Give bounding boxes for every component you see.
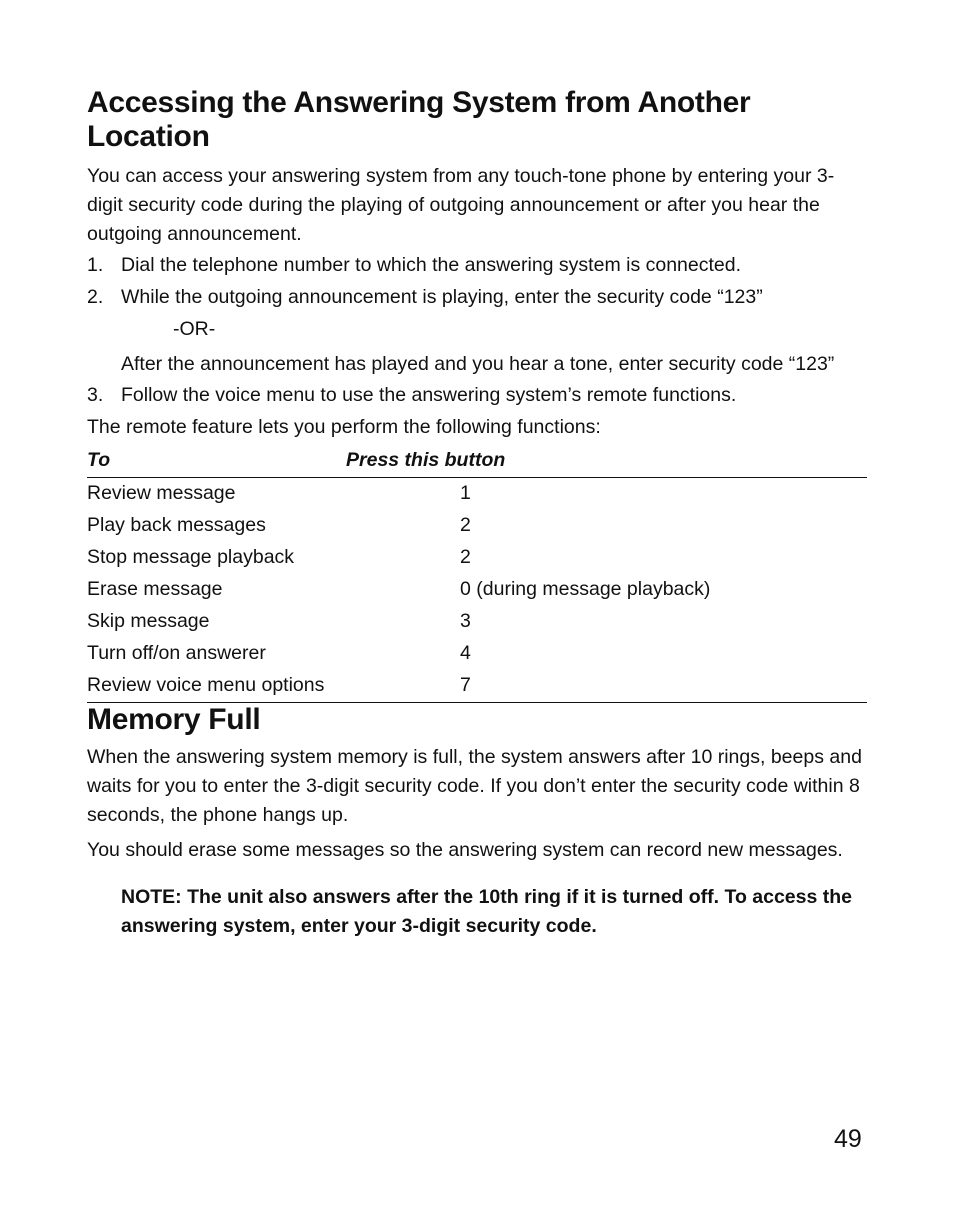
table-cell-function: Turn off/on answerer <box>87 642 266 664</box>
table-row <box>87 542 867 574</box>
table-cell-function: Erase message <box>87 578 223 600</box>
table-cell-button: 7 <box>460 670 867 703</box>
remote-functions-table <box>87 445 867 703</box>
table-cell-button: 0 (during message playback) <box>460 578 711 600</box>
step-text: Follow the voice menu to use the answering system’s remote functions. <box>121 384 737 406</box>
table-cell-button: 2 <box>460 546 471 568</box>
step-number: 2. <box>87 286 104 308</box>
step-item <box>87 381 867 410</box>
memory-full-advice: You should erase some messages so the answering system can record new messages. <box>87 839 843 861</box>
table-row <box>87 574 867 606</box>
table-cell-button: 3 <box>460 610 471 632</box>
step-alternative-text: After the announcement has played and you hear a tone, enter security code “123” <box>121 353 835 375</box>
remote-access-steps <box>87 251 867 410</box>
section-title-remote-access: Accessing the Answering System from Another Location <box>87 86 751 153</box>
or-separator: -OR- <box>173 318 216 340</box>
note-text: NOTE: The unit also answers after the 10th ring if it is turned off. To access the answering system, enter your 3-digit security code. <box>121 886 853 937</box>
step-item <box>87 283 867 378</box>
remote-access-intro: You can access your answering system from any touch-tone phone by entering your 3-digit security code during the playing of outgoing announcement or after you hear the outgoing announcement. <box>87 165 835 245</box>
table-row <box>87 510 867 542</box>
table-cell-function: Stop message playback <box>87 546 295 568</box>
remote-features-intro: The remote feature lets you perform the following functions: <box>87 416 601 438</box>
table-row <box>87 606 867 638</box>
table-row <box>87 478 867 511</box>
page-number: 49 <box>834 1125 862 1153</box>
table-cell-function: Review voice menu options <box>87 670 460 703</box>
table-cell-button: 4 <box>460 642 471 664</box>
table-header-press: Press this button <box>460 445 867 478</box>
step-text: Dial the telephone number to which the answering system is connected. <box>121 254 742 276</box>
step-item <box>87 251 867 280</box>
table-header-to: To <box>87 445 460 478</box>
table-cell-button: 1 <box>460 482 471 504</box>
memory-full-paragraph: When the answering system memory is full, the system answers after 10 rings, beeps and waits for you to enter the 3-digit security code. If you don’t enter the security code within 8 seconds, the phone hangs up. <box>87 746 862 826</box>
table-cell-button: 2 <box>460 514 471 536</box>
manual-page <box>87 86 867 941</box>
table-row <box>87 638 867 670</box>
section-title-memory-full: Memory Full <box>87 703 261 736</box>
step-text: While the outgoing announcement is playing, enter the security code “123” <box>121 286 763 308</box>
table-cell-function: Review message <box>87 482 236 504</box>
step-number: 1. <box>87 254 104 276</box>
table-row <box>87 670 867 703</box>
table-cell-function: Play back messages <box>87 514 266 536</box>
table-header-row <box>87 445 867 478</box>
step-number: 3. <box>87 384 104 406</box>
table-cell-function: Skip message <box>87 610 210 632</box>
